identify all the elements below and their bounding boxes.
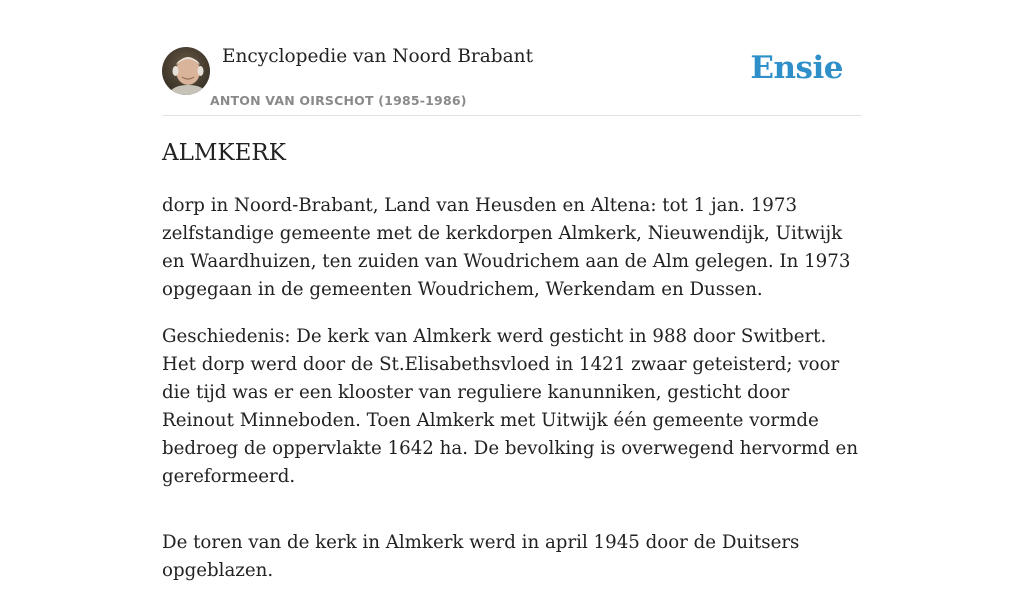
- author-portrait-icon: [162, 47, 210, 95]
- author-avatar[interactable]: [162, 47, 210, 95]
- article-paragraph: De toren van de kerk in Almkerk werd in april 1945 door de Duitsers opgeblazen.: [162, 532, 800, 581]
- article-headword: ALMKERK: [162, 140, 286, 166]
- article-body: [162, 192, 862, 604]
- site-title[interactable]: Encyclopedie van Noord Brabant: [222, 46, 534, 67]
- article-paragraph: Geschiedenis: De kerk van Almkerk werd gesticht in 988 door Switbert. Het dorp werd door de St.Elisabethsvloed in 1421 zwaar geteisterd; voor die tijd was er een klooster van reguliere kanunniken, gesticht door Reinout Minneboden. Toen Almkerk met Uitwijk één gemeente vormde bedroeg de oppervlakte 1642 ha. De bevolking is overwegend hervormd en gereformeerd.: [162, 326, 859, 487]
- author-name[interactable]: ANTON VAN OIRSCHOT (1985-1986): [210, 93, 467, 108]
- article-paragraph: dorp in Noord-Brabant, Land van Heusden en Altena: tot 1 jan. 1973 zelfstandige gemeente met de kerkdorpen Almkerk, Nieuwendijk, Uitwijk en Waardhuizen, ten zuiden van Woudrichem aan de Alm gelegen. In 1973 opgegaan in de gemeenten Woudrichem, Werkendam en Dussen.: [162, 195, 851, 300]
- header-divider: [162, 115, 862, 116]
- brand-logo[interactable]: Ensie: [750, 50, 843, 86]
